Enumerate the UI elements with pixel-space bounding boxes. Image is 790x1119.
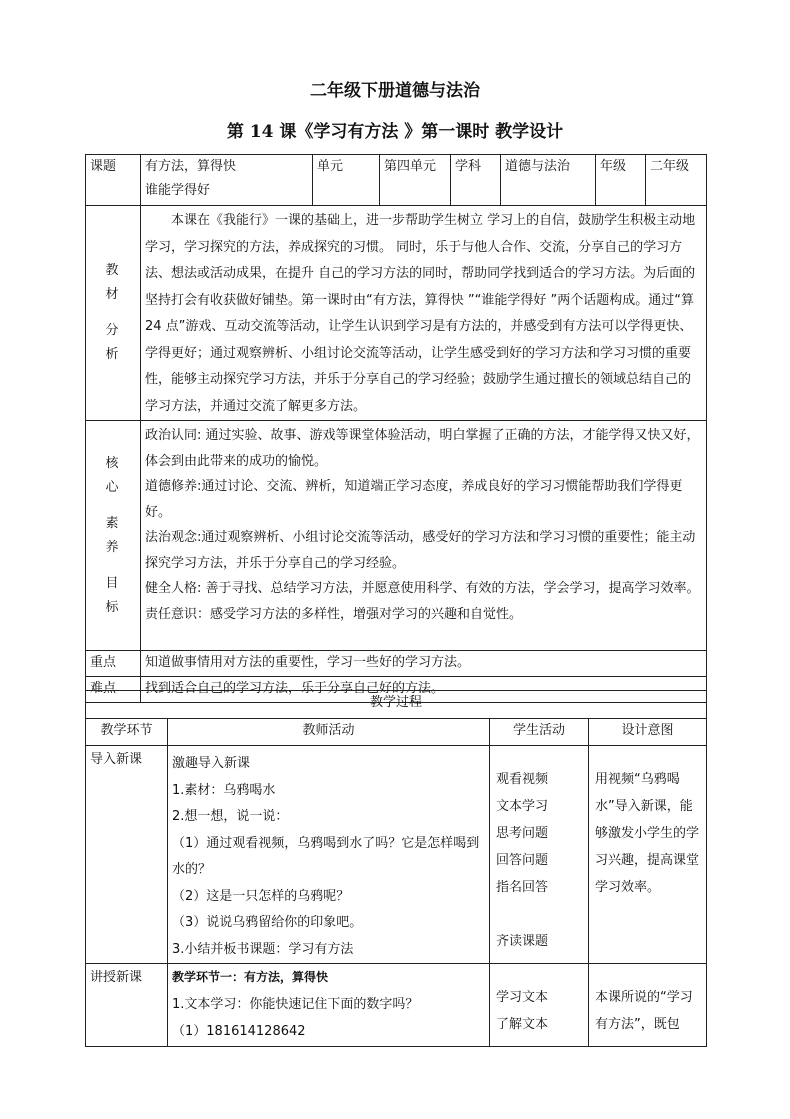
difficulty-label: 难点 — [86, 677, 141, 703]
topic-line: 谁能学得好 — [145, 183, 211, 198]
process-title: 教学过程 — [86, 691, 707, 719]
process-row-new — [86, 964, 707, 1047]
teacher-step: （1）181614128642 — [172, 1024, 306, 1039]
document-subtitle: 第 14 课《学习有方法 》第一课时 教学设计 — [226, 122, 564, 142]
document-title: 二年级下册道德与法治 — [310, 81, 480, 101]
student-step: 指名回答 — [496, 880, 549, 895]
analysis-label — [86, 206, 141, 421]
teacher-step: 教学环节一：有方法，算得快 — [172, 970, 329, 984]
core-row — [86, 421, 707, 651]
analysis-label-line: 教 材 — [105, 263, 131, 302]
header-student: 学生活动 — [490, 719, 589, 746]
teacher-step: （2）这是一只怎样的乌鸦呢？ — [172, 888, 350, 904]
student-step: 回答问题 — [496, 853, 549, 868]
key-point-row — [86, 651, 707, 677]
key-point-text: 知道做事情用对方法的重要性，学习一些好的学习方法。 — [141, 651, 707, 677]
unit-label: 单元 — [313, 155, 380, 206]
topic-line: 有方法，算得快 — [145, 159, 237, 174]
teacher-step: 3.小结并板书课题：学习有方法 — [172, 941, 354, 957]
core-label-line: 核 心 — [105, 455, 131, 495]
teacher-step: （3）说说乌鸦留给你的印象吧。 — [172, 915, 363, 930]
analysis-text: 本课在《我能行》一课的基础上，进一步帮助学生树立 学习上的自信，鼓励学生积极主动地学习，学习探究的方法，养成探究的习惯。 同时，乐于与他人合作、交流，分享自己的学习方法、想法或活动成果，在提升 自己的学习方法的同时，帮助同学找到适合的学习方法。为后面的坚持打会有收获做好铺垫。第一课时由“有方法，算得快 ”“谁能学得好 ”两个话题构成。通过“算 24 点”游戏、互动交流等活动，让学生认识到学习是有方法的，并感受到有方法可以学得更快、学得更好；通过观察辨析、小组讨论交流等活动，让学生感受到好的学习方法和学习习惯的重要性，能够主动探究学习方法，并乐于分享自己的学习经验；鼓励学生通过擅长的领域总结自己的学习方法，并通过交流了解更多方法。 — [141, 206, 707, 421]
grade-value: 二年级 — [646, 155, 707, 206]
core-goals — [141, 421, 707, 651]
subject-value: 道德与法治 — [501, 155, 596, 206]
teacher-step: 激趣导入新课 — [172, 756, 251, 771]
student-step — [496, 901, 583, 928]
teacher-step: 1.素材：乌鸦喝水 — [172, 782, 276, 798]
core-goal-item: 法治观念:通过观察辨析、小组讨论交流等活动，感受好的学习方法和学习习惯的重要性；能主动探究学习方法，并乐于分享自己的学习经验。 — [145, 530, 696, 571]
core-goal-item: 道德修养:通过讨论、交流、辨析，知道端正学习态度，养成良好的学习习惯能帮助我们学得更好。 — [145, 479, 683, 520]
teacher-activity — [168, 964, 490, 1047]
stage-cell: 讲授新课 — [86, 964, 168, 1047]
stage-cell: 导入新课 — [86, 746, 168, 964]
analysis-label-line: 分 析 — [105, 323, 131, 362]
student-step: 了解文本 — [496, 1017, 549, 1032]
student-step: 观看视频 — [496, 772, 549, 787]
difficulty-text: 找到适合自己的学习方法，乐于分享自己好的方法。 — [141, 677, 707, 703]
core-label — [86, 421, 141, 651]
teacher-step: 1.文本学习：你能快速记住下面的数字吗？ — [172, 997, 419, 1012]
core-goal-item: 政治认同: 通过实验、故事、游戏等课堂体验活动，明白掌握了正确的方法，才能学得又快又好，体会到由此带来的成功的愉悦。 — [145, 428, 700, 469]
key-point-label: 重点 — [86, 651, 141, 677]
core-goal-item: 责任意识：感受学习方法的多样性，增强对学习的兴趣和自觉性。 — [145, 606, 523, 622]
teacher-step: （1）通过观看视频，乌鸦喝到水了吗？它是怎样喝到水的？ — [172, 835, 480, 877]
header-teacher: 教师活动 — [168, 719, 490, 746]
header-intent: 设计意图 — [589, 719, 707, 746]
process-title-row — [86, 691, 707, 719]
process-row-intro — [86, 746, 707, 964]
info-row — [86, 155, 707, 206]
header-stage: 教学环节 — [86, 719, 168, 746]
teaching-process-table — [85, 690, 707, 1047]
design-intent: 本课所说的“学习有方法”，既包 — [589, 964, 707, 1047]
student-step: 文本学习 — [496, 799, 549, 814]
student-step: 齐读课题 — [496, 934, 549, 949]
process-header-row — [86, 719, 707, 746]
student-step: 学习文本 — [496, 990, 549, 1005]
student-step: 思考问题 — [496, 826, 549, 841]
core-label-line: 素 养 — [105, 515, 131, 555]
topic-value — [141, 155, 313, 206]
design-intent: 用视频“乌鸦喝水”导入新课，能够激发小学生的学习兴趣，提高课堂学习效率。 — [589, 746, 707, 964]
subject-label: 学科 — [451, 155, 501, 206]
topic-label: 课题 — [86, 155, 141, 206]
grade-label: 年级 — [596, 155, 646, 206]
core-goal-item: 健全人格: 善于寻找、总结学习方法，并愿意使用科学、有效的方法，学会学习，提高学习效率。 — [145, 581, 700, 596]
core-label-line: 目 标 — [105, 575, 131, 615]
unit-value: 第四单元 — [380, 155, 451, 206]
teacher-activity — [168, 746, 490, 964]
student-activity — [490, 746, 589, 964]
teacher-step: 2.想一想，说一说： — [172, 809, 289, 824]
student-activity — [490, 964, 589, 1047]
lesson-info-table — [85, 154, 707, 703]
analysis-row — [86, 206, 707, 421]
